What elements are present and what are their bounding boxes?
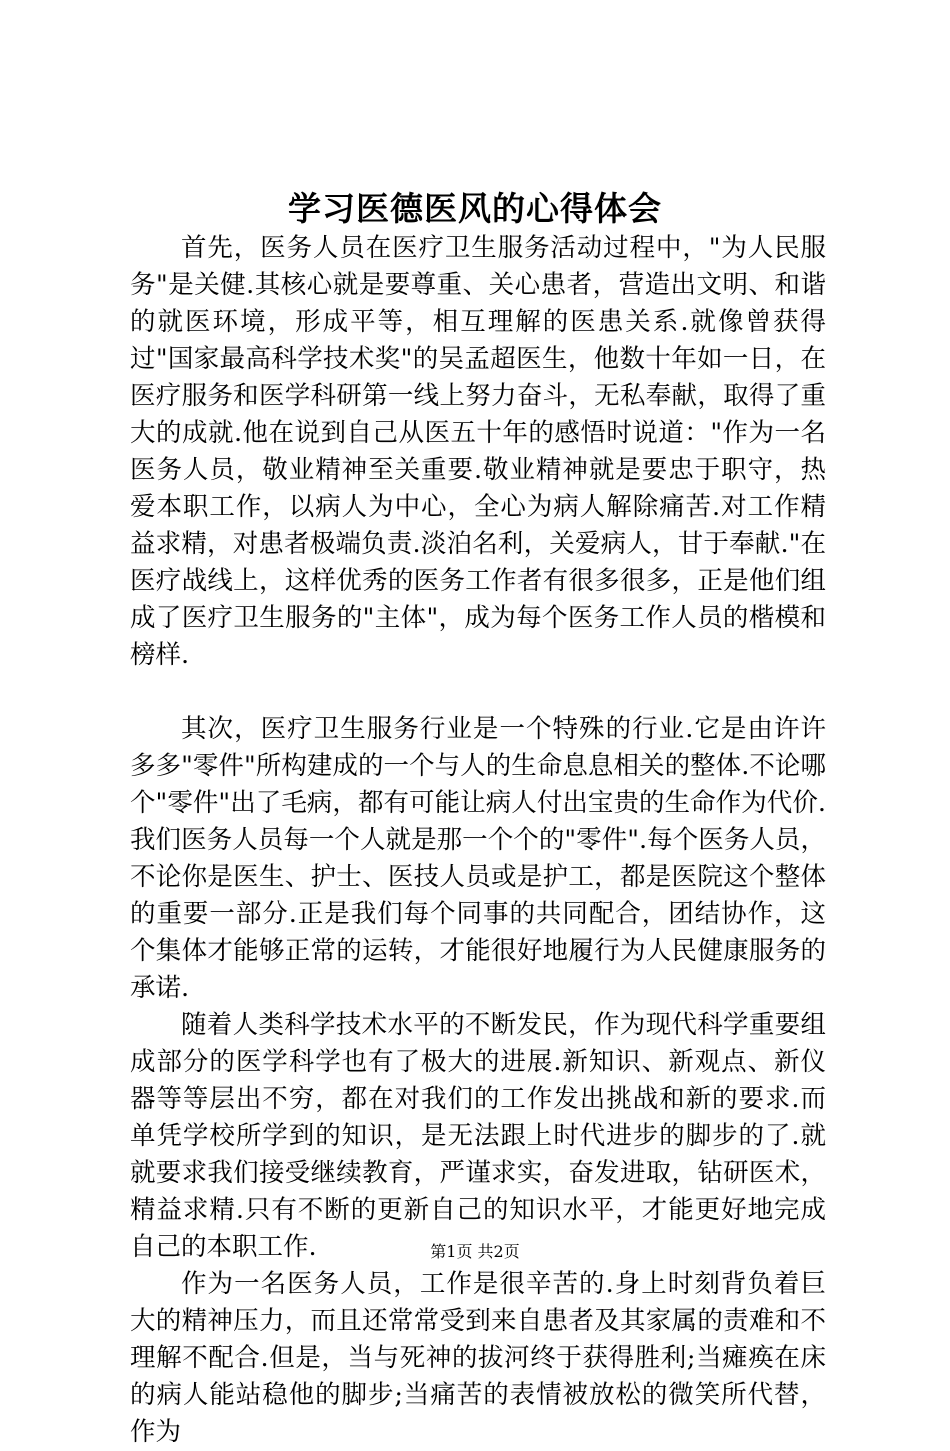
page-number-footer: 第1页 共2页 (430, 1242, 520, 1261)
paragraph-2: 其次，医疗卫生服务行业是一个特殊的行业.它是由许许多多"零件"所构建成的一个与人的生命息息相关的整体.不论哪个"零件"出了毛病，都有可能让病人付出宝贵的生命作为代价.我们医务人员每一个人就是那一个个的"零件".每个医务人员，不论你是医生、护士、医技人员或是护工，都是医院这个整体的重要一部分.正是我们每个同事的共同配合，团结协作，这个集体才能够正常的运转，才能很好地履行为人民健康服务的承诺. (130, 714, 826, 1003)
paragraph-1: 首先，医务人员在医疗卫生服务活动过程中，"为人民服务"是关健.其核心就是要尊重、关心患者，营造出文明、和谐的就医环境，形成平等，相互理解的医患关系.就像曾获得过"国家最高科学技术奖"的吴孟超医生，他数十年如一日，在医疗服务和医学科研第一线上努力奋斗，无私奉献，取得了重大的成就.他在说到自己从医五十年的感悟时说道："作为一名医务人员，敬业精神至关重要.敬业精神就是要忠于职守，热爱本职工作，以病人为中心，全心为病人解除痛苦.对工作精益求精，对患者极端负责.淡泊名利，关爱病人，甘于奉献."在医疗战线上，这样优秀的医务工作者有很多很多，正是他们组成了医疗卫生服务的"主体"，成为每个医务工作人员的楷模和榜样. (130, 233, 826, 670)
document-title: 学习医德医风的心得体会 (288, 189, 662, 228)
paragraph-4: 作为一名医务人员，工作是很辛苦的.身上时刻背负着巨大的精神压力，而且还常常受到来自患者及其家属的责难和不理解不配合.但是，当与死神的拔河终于获得胜利;当瘫痪在床的病人能站稳他的脚步;当痛苦的表情被放松的微笑所代替，作为 (130, 1269, 826, 1447)
paragraph-3: 随着人类科学技术水平的不断发民，作为现代科学重要组成部分的医学科学也有了极大的进展.新知识、新观点、新仪器等等层出不穷，都在对我们的工作发出挑战和新的要求.而单凭学校所学到的知识，是无法跟上时代进步的脚步的了.就就要求我们接受继续教育，严谨求实，奋发进取，钻研医术，精益求精.只有不断的更新自己的知识水平，才能更好地完成自己的本职工作. (130, 1010, 826, 1262)
document-body (130, 230, 826, 1451)
